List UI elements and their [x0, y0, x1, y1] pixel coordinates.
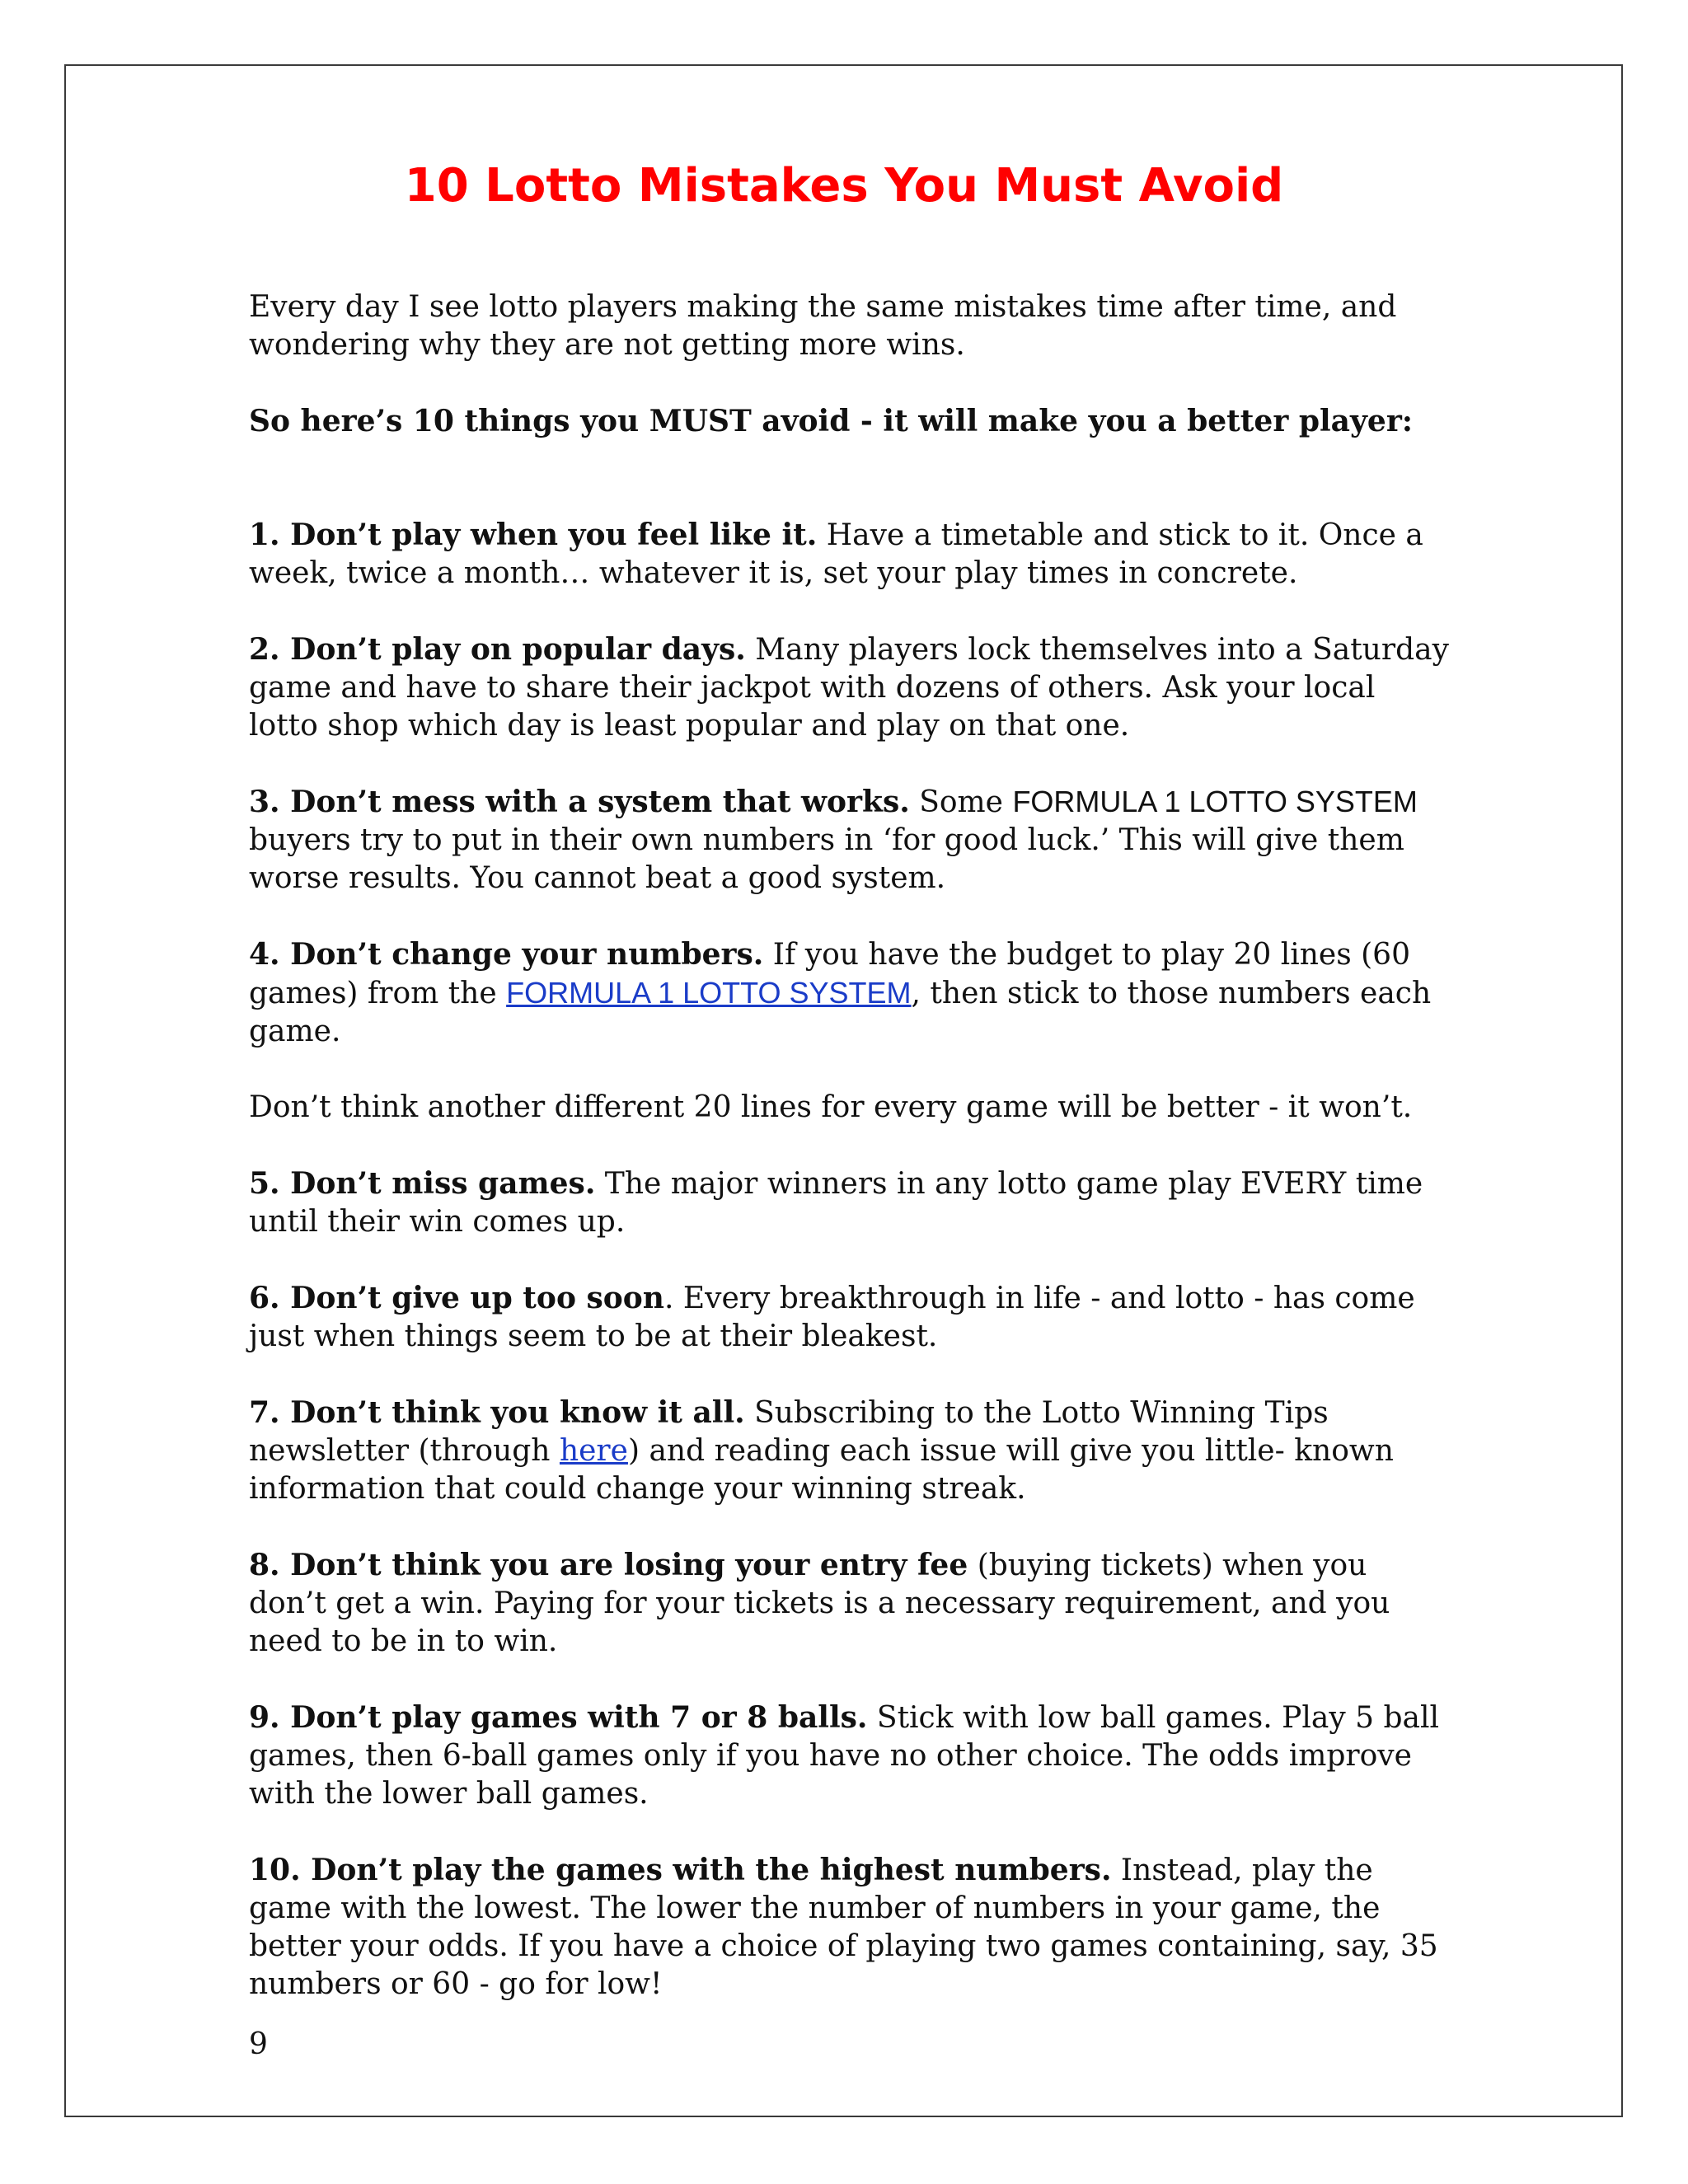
list-item-3: [249, 783, 1452, 898]
formula-1-lotto-system-link[interactable]: FORMULA 1 LOTTO SYSTEM: [506, 976, 912, 1010]
item-1-text: Have a timetable and stick to it. Once a week, twice a month… whatever it is, set your play times in concrete.: [249, 518, 1423, 590]
item-9-text: Stick with low ball games. Play 5 ball games, then 6-ball games only if you have no other choice. The odds improve with the lower ball games.: [249, 1701, 1439, 1811]
item-9-heading: 9. Don’t play games with 7 or 8 balls.: [249, 1700, 868, 1735]
item-7-pre-text: Subscribing to the Lotto Winning Tips newsletter (through: [249, 1396, 1329, 1468]
item-3-system-name: FORMULA 1 LOTTO SYSTEM: [1012, 785, 1418, 818]
item-7-heading: 7. Don’t think you know it all.: [249, 1395, 745, 1430]
list-item-2: [249, 630, 1452, 745]
list-item-4: [249, 935, 1452, 1051]
list-item-1: [249, 516, 1452, 593]
list-item-9: [249, 1699, 1452, 1813]
intro-paragraph: Every day I see lotto players making the same mistakes time after time, and wondering why they are not getting more wins.: [249, 290, 1397, 362]
item-4-heading: 4. Don’t change your numbers.: [249, 937, 764, 972]
lead-paragraph: So here’s 10 things you MUST avoid - it will make you a better player:: [249, 404, 1414, 438]
item-6-text: . Every breakthrough in life - and lotto - has come just when things seem to be at their bleakest.: [249, 1282, 1415, 1353]
list-item-6: [249, 1279, 1452, 1356]
item-5-text: The major winners in any lotto game play EVERY time until their win comes up.: [249, 1167, 1423, 1239]
item-2-heading: 2. Don’t play on popular days.: [249, 632, 746, 667]
item-10-heading: 10. Don’t play the games with the highest numbers.: [249, 1853, 1112, 1887]
newsletter-here-link[interactable]: here: [559, 1434, 628, 1468]
item-3-text: buyers try to put in their own numbers in ‘for good luck.’ This will give them worse results. You cannot beat a good system.: [249, 823, 1404, 895]
item-6-heading: 6. Don’t give up too soon: [249, 1281, 664, 1315]
page-title: 10 Lotto Mistakes You Must Avoid: [404, 159, 1284, 213]
list-item-7: [249, 1394, 1452, 1508]
item-1-heading: 1. Don’t play when you feel like it.: [249, 518, 818, 552]
item-4-pre-text: If you have the budget to play 20 lines (60 games) from the: [249, 938, 1410, 1010]
item-10-text: Instead, play the game with the lowest. The lower the number of numbers in your game, the better your odds. If you have a choice of playing two games containing, say, 35 numbers or 60 - go for low!: [249, 1854, 1438, 2001]
item-8-heading: 8. Don’t think you are losing your entry fee: [249, 1548, 968, 1582]
page-number: 9: [249, 2027, 268, 2061]
item-5-heading: 5. Don’t miss games.: [249, 1166, 596, 1201]
list-item-5: [249, 1165, 1452, 1241]
item-2-text: Many players lock themselves into a Saturday game and have to share their jackpot with dozens of others. Ask your local lotto shop which day is least popular and play on that one.: [249, 633, 1449, 743]
item-4-extra-paragraph: Don’t think another different 20 lines for every game will be better - it won’t.: [249, 1090, 1413, 1124]
list-item-10: [249, 1851, 1452, 2004]
item-7-text: ) and reading each issue will give you little- known information that could change your winning streak.: [249, 1434, 1394, 1506]
item-3-heading: 3. Don’t mess with a system that works.: [249, 785, 910, 819]
item-4-text: , then stick to those numbers each game.: [249, 977, 1432, 1048]
document-body: [249, 288, 1452, 2004]
list-item-8: [249, 1546, 1452, 1661]
item-3-pre-text: Some: [909, 785, 1013, 819]
item-8-text: (buying tickets) when you don’t get a win. Paying for your tickets is a necessary requirement, and you need to be in to win.: [249, 1549, 1390, 1658]
